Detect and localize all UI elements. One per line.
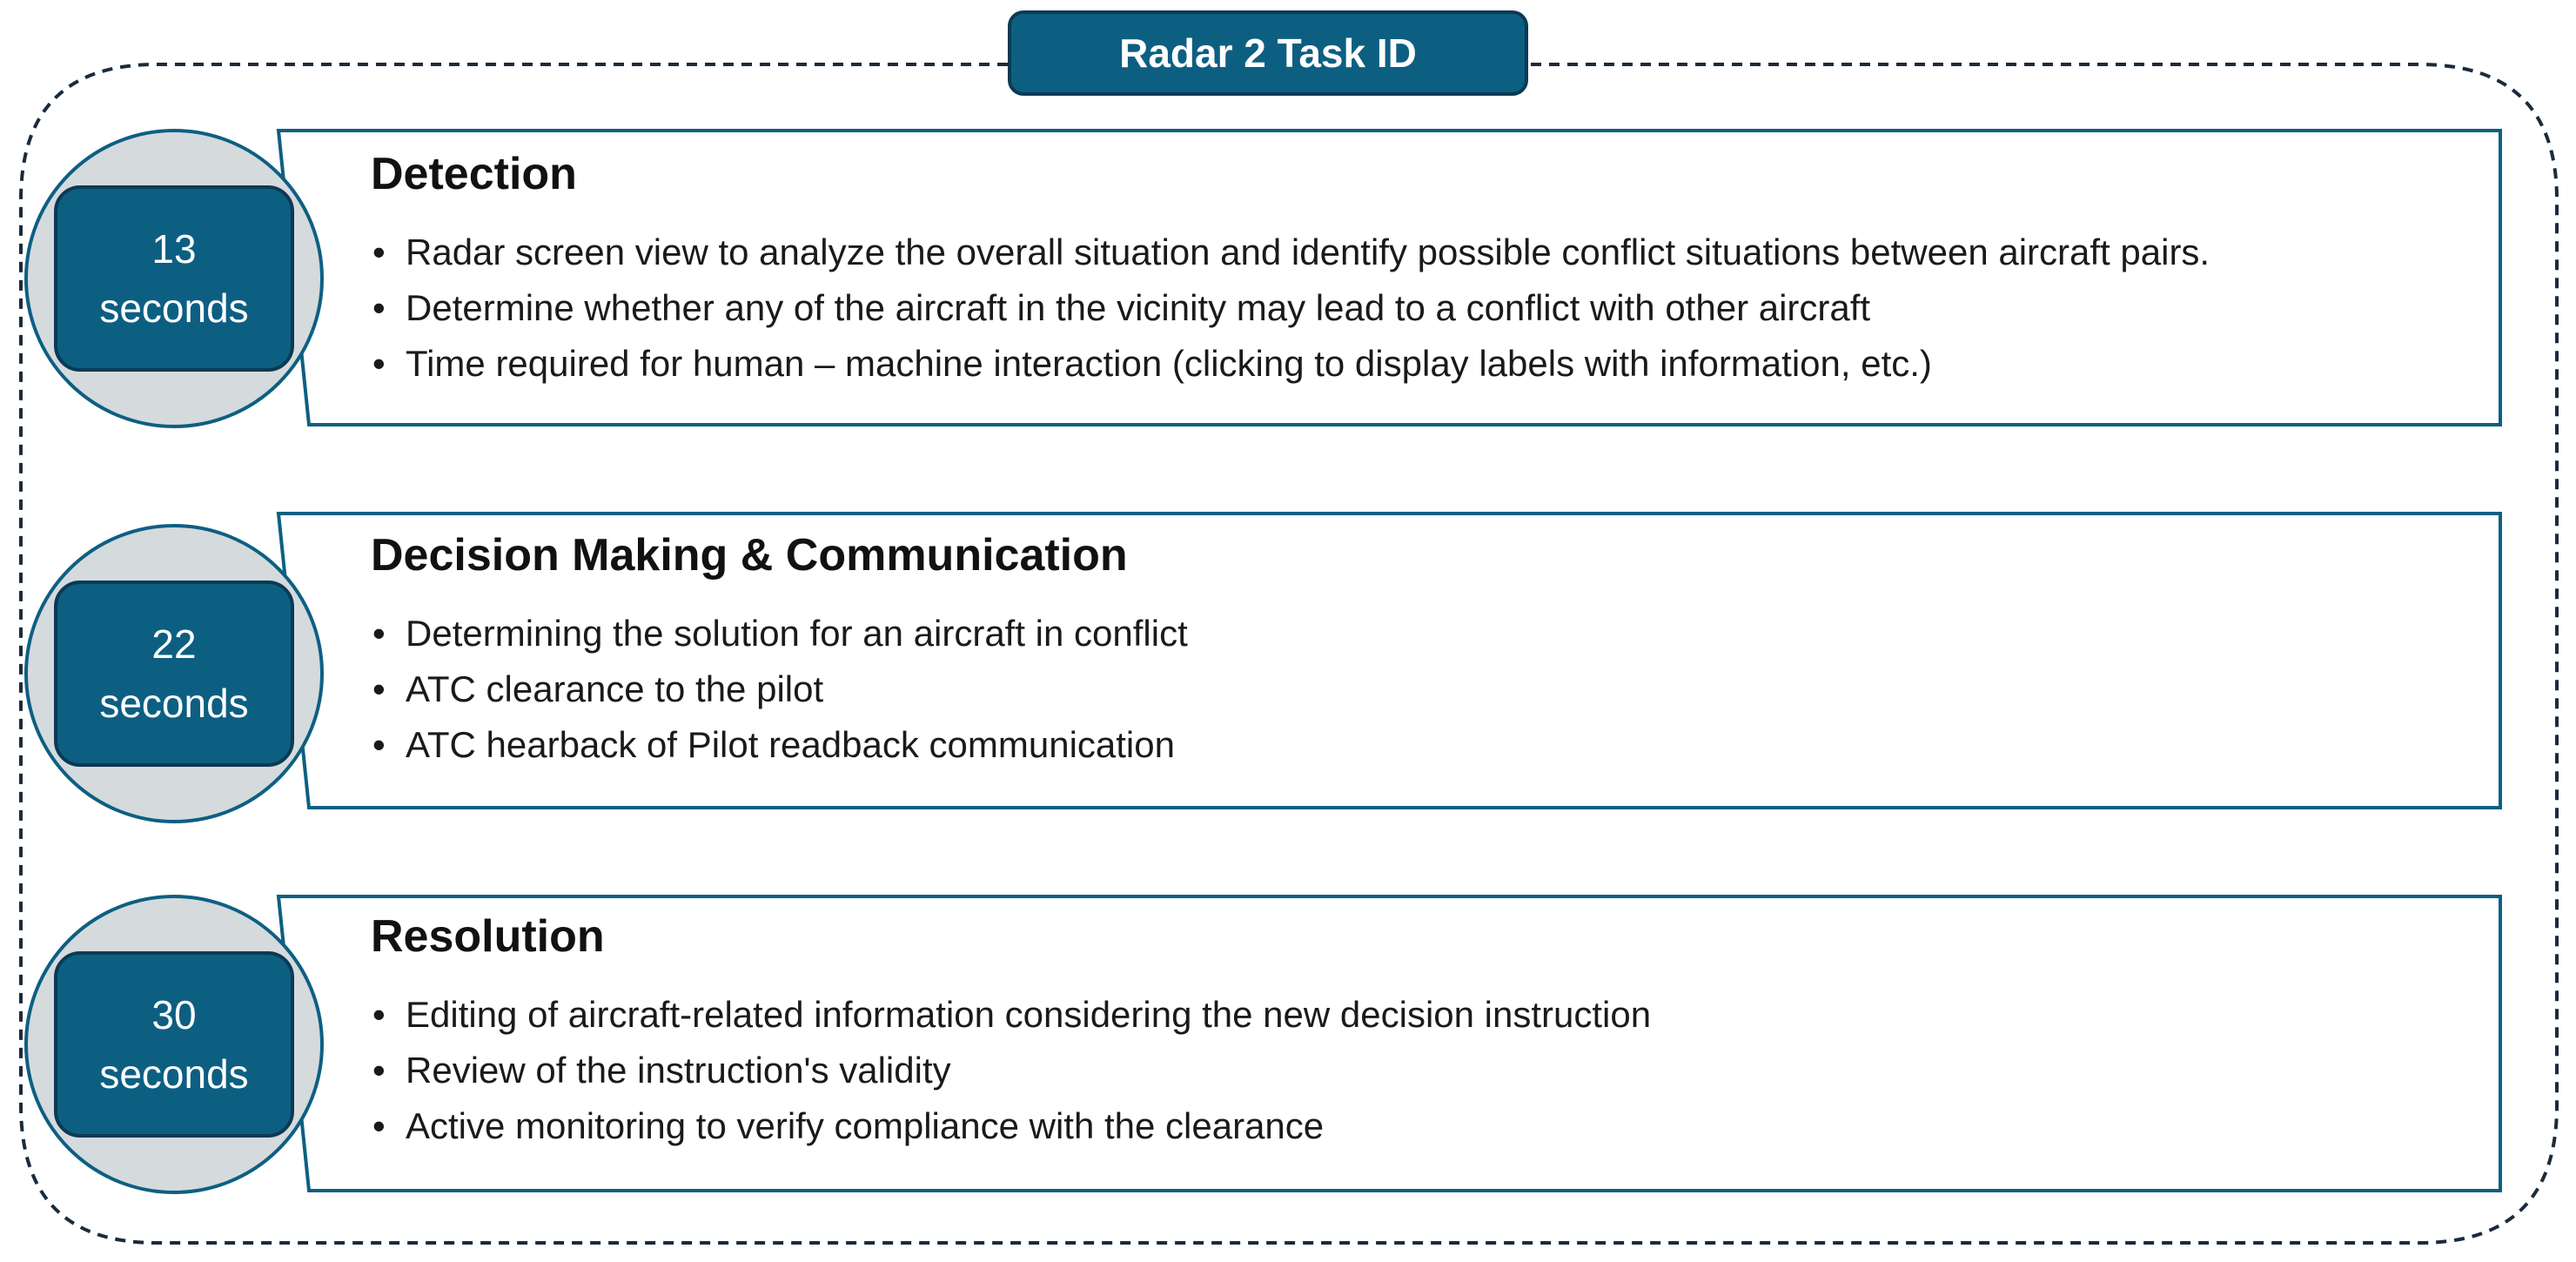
bullet-item: • ATC hearback of Pilot readback communication bbox=[371, 717, 1188, 773]
diagram-title: Radar 2 Task ID bbox=[1008, 10, 1528, 96]
duration-value: 22 bbox=[151, 621, 197, 667]
phase-heading: Resolution bbox=[371, 911, 605, 962]
bullet-list bbox=[371, 606, 1188, 773]
duration-badge bbox=[54, 951, 294, 1138]
duration-unit: seconds bbox=[99, 1051, 249, 1097]
bullet-item: • ATC clearance to the pilot bbox=[371, 661, 1188, 717]
bullet-item: • Determine whether any of the aircraft in the vicinity may lead to a conflict with other aircraft bbox=[371, 280, 2210, 336]
bullet-item: • Radar screen view to analyze the overall situation and identify possible conflict situations between aircraft pairs. bbox=[371, 225, 2210, 280]
bullet-item: • Review of the instruction's validity bbox=[371, 1043, 1651, 1098]
duration-value: 30 bbox=[151, 992, 197, 1037]
phase-heading: Decision Making & Communication bbox=[371, 530, 1128, 581]
duration-badge bbox=[54, 581, 294, 767]
bullet-list bbox=[371, 225, 2210, 392]
phase-heading: Detection bbox=[371, 149, 577, 199]
bullet-item: • Active monitoring to verify compliance with the clearance bbox=[371, 1098, 1651, 1154]
duration-value: 13 bbox=[151, 226, 197, 272]
bullet-item: • Time required for human – machine interaction (clicking to display labels with information, etc.) bbox=[371, 336, 2210, 392]
duration-unit: seconds bbox=[99, 681, 249, 726]
bullet-item: • Editing of aircraft-related information considering the new decision instruction bbox=[371, 987, 1651, 1043]
bullet-item: • Determining the solution for an aircraft in conflict bbox=[371, 606, 1188, 661]
duration-unit: seconds bbox=[99, 285, 249, 331]
bullet-list bbox=[371, 987, 1651, 1154]
duration-badge bbox=[54, 185, 294, 372]
